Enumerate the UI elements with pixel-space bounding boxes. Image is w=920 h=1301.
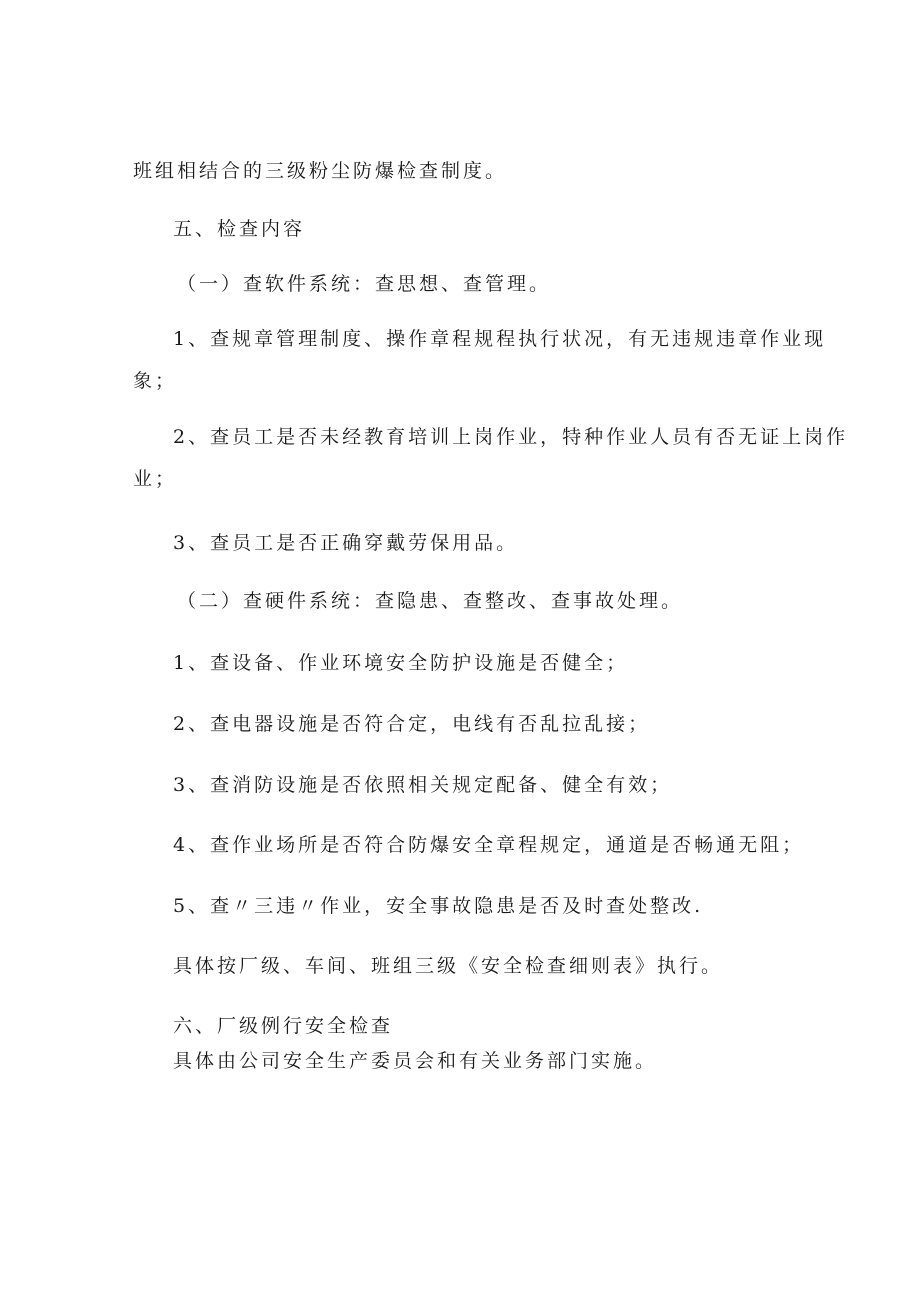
paragraph-continuation: 班组相结合的三级粉尘防爆检查制度。	[133, 160, 508, 182]
section-heading-5: 五、检查内容	[173, 218, 306, 240]
list-item-hardware-5: 5、查〃三违〃作业，安全事故隐患是否及时查处整改.	[173, 895, 704, 917]
list-item-software-3: 3、查员工是否正确穿戴劳保用品。	[173, 532, 519, 554]
subsection-heading-2: （二）查硬件系统：查隐患、查整改、查事故处理。	[177, 590, 684, 612]
list-item-software-2-wrap: 业；	[133, 468, 178, 490]
list-item-hardware-3: 3、查消防设施是否依照相关规定配备、健全有效；	[173, 774, 673, 796]
subsection-heading-1: （一）查软件系统：查思想、查管理。	[177, 273, 552, 295]
section-heading-6: 六、厂级例行安全检查	[173, 1015, 394, 1037]
list-item-hardware-1: 1、查设备、作业环境安全防护设施是否健全；	[173, 652, 629, 674]
list-item-hardware-2: 2、查电器设施是否符合定，电线有否乱拉乱接；	[173, 713, 651, 735]
paragraph-execution: 具体按厂级、车间、班组三级《安全检查细则表》执行。	[173, 955, 724, 977]
list-item-hardware-4: 4、查作业场所是否符合防爆安全章程规定，通道是否畅通无阻；	[173, 834, 805, 856]
list-item-software-2: 2、查员工是否未经教育培训上岗作业，特种作业人员有否无证上岗作	[173, 426, 849, 448]
paragraph-implementation: 具体由公司安全生产委员会和有关业务部门实施。	[173, 1050, 658, 1072]
list-item-software-1: 1、查规章管理制度、操作章程规程执行状况，有无违规违章作业现	[173, 328, 827, 350]
list-item-software-1-wrap: 象；	[133, 370, 178, 392]
